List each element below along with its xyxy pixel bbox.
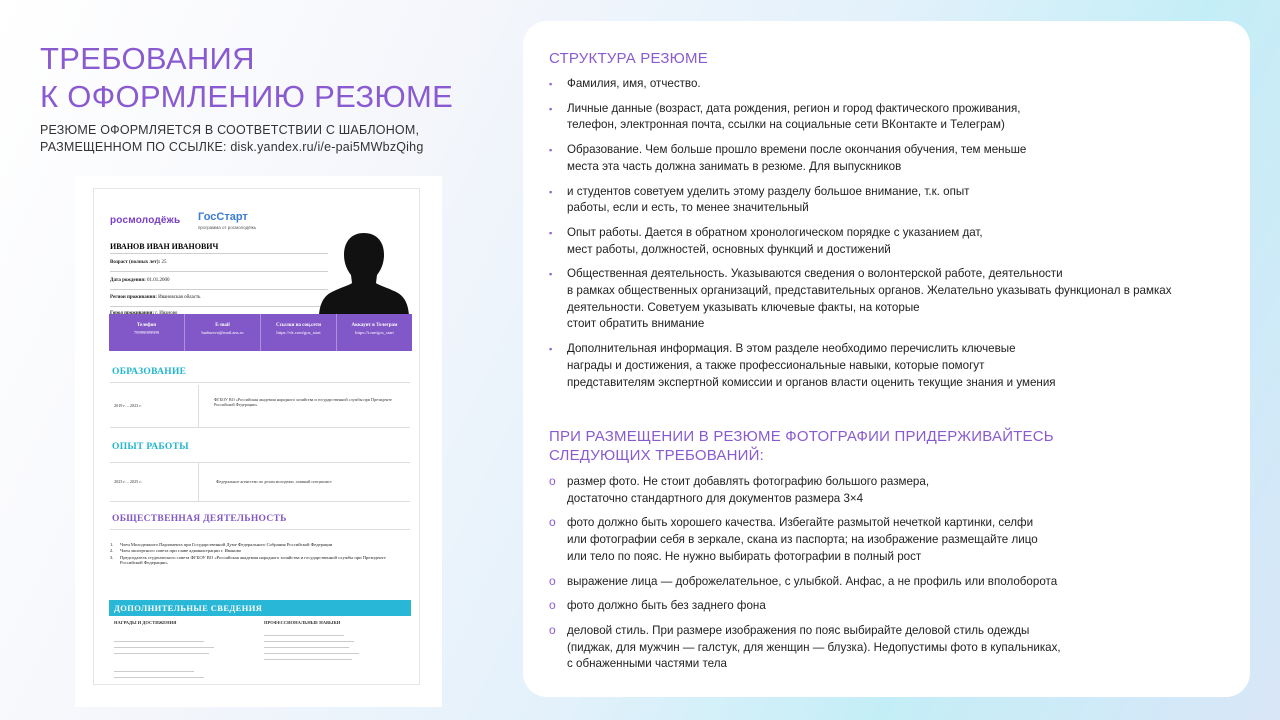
photo-requirements-list [549, 474, 1189, 673]
list-item-text: деловой стиль. При размере изображения по пояс выбирайте деловой стиль одежды [567, 623, 1030, 637]
additional-info-heading: ДОПОЛНИТЕЛЬНЫЕ СВЕДЕНИЯ [114, 603, 263, 613]
list-item-text: фото должно быть хорошего качества. Избегайте размытой нечеткой картинки, селфи [567, 516, 1034, 530]
title-line-1: ТРЕБОВАНИЯ [40, 41, 255, 76]
experience-text: Федеральное агентство по делам молодежи, главный специалист [216, 479, 332, 484]
structure-heading: СТРУКТУРА РЕЗЮМЕ [549, 50, 708, 67]
list-item-text: Опыт работы. Дается в обратном хронологическом порядке с указанием дат, [567, 225, 983, 239]
list-item-text: телефон, электронная почта, ссылки на социальные сети ВКонтакте и Телеграм) [567, 118, 1005, 132]
list-item: 1. Член Молодежного Парламента при Государственной Думе Федерального Собрания Российской Федерации [110, 542, 333, 547]
divider [110, 289, 328, 290]
photo-heading-line-2: СЛЕДУЮЩИХ ТРЕБОВАНИЙ: [549, 447, 764, 464]
education-text: ФГБОУ ВО «Российская академия народного хозяйства и государственной службы при Президенте Российской Федерации» [214, 397, 392, 407]
list-item-text: фото должно быть без заднего фона [567, 599, 766, 613]
experience-box [110, 462, 410, 502]
bullet-icon: ▪ [549, 79, 553, 89]
list-item-text: и студентов советуем уделить этому разделу большое внимание, т.к. опыт [567, 184, 970, 198]
resume-name: ИВАНОВ ИВАН ИВАНОВИЧ [110, 242, 219, 251]
page-title [40, 40, 453, 116]
divider [110, 382, 410, 383]
education-period: 2019 г. – 2023 г. [114, 403, 142, 408]
list-item [549, 341, 1189, 391]
contact-phone: Телефон 79999999999 [109, 314, 185, 351]
list-item-text: Дополнительная информация. В этом разделе необходимо перечислить ключевые [567, 342, 1016, 356]
public-activity-heading: ОБЩЕСТВЕННАЯ ДЕЯТЕЛЬНОСТЬ [112, 514, 287, 524]
field-birthdate: Дата рождения: 01.01.2000 [110, 278, 170, 283]
subtitle-line-1: РЕЗЮМЕ ОФОРМЛЯЕТСЯ В СООТВЕТСТВИИ С ШАБЛОНОМ, [40, 123, 420, 137]
circle-bullet-icon: o [549, 515, 556, 530]
gosstart-logo-subtitle: программа от росмолодёжь [198, 225, 257, 230]
list-item [549, 515, 1189, 565]
list-item-text: стоит обратить внимание [567, 317, 705, 331]
resume-template-preview [75, 176, 442, 707]
list-item [549, 101, 1189, 134]
skills-heading: ПРОФЕССИОНАЛЬНЫЕ НАВЫКИ [264, 620, 341, 625]
structure-list [549, 76, 1189, 391]
list-item [549, 225, 1189, 258]
contact-social: Ссылки на соц.сети https://vk.com/gos_start [261, 314, 337, 351]
bullet-icon: ▪ [549, 145, 553, 156]
list-item: 3. Председатель студенческого совета ФГБОУ ВО «Российская академия народного хозяйства и государственной службы при Президенте Российской Федерации» [110, 554, 386, 566]
list-item [549, 574, 1189, 591]
additional-info-bar [109, 600, 411, 616]
resume-page [93, 188, 420, 685]
education-heading: ОБРАЗОВАНИЕ [112, 367, 187, 377]
subtitle [40, 122, 423, 156]
bullet-icon: ▪ [549, 269, 553, 280]
contact-email: E-mail budsueva@mail.ans.ru [185, 314, 261, 351]
field-age: Возраст (полных лет): 25 [110, 260, 167, 265]
education-box [110, 385, 410, 428]
list-item-text: мест работы, должностей, основных функций и достижений [567, 242, 891, 256]
divider [110, 253, 328, 254]
list-item [549, 266, 1189, 333]
list-item-text: в рамках общественных организаций, представительных органов. Желательно указывать функционал в рамках [567, 284, 1172, 298]
list-item [549, 598, 1189, 615]
list-item-text: места эта часть должна занимать в резюме. Для выпускников [567, 159, 902, 173]
list-item-text: размер фото. Не стоит добавлять фотографию большого размера, [567, 475, 930, 488]
list-item-text: или тело по пояс. Не нужно выбирать фотографии в полный рост [567, 549, 922, 563]
resume-contacts-bar [109, 314, 412, 351]
list-item-text: представителям экспертной комиссии и органов власти оценить текущие знания и умения [567, 375, 1056, 389]
list-item [549, 623, 1189, 673]
public-activity-list [110, 542, 408, 567]
list-item-text: (пиджак, для мужчин — галстук, для женщин — блузка). Недопустимы фото в купальниках, [567, 640, 1061, 654]
list-item-text: Личные данные (возраст, дата рождения, регион и город фактического проживания, [567, 101, 1021, 115]
circle-bullet-icon: o [549, 474, 556, 488]
photo-heading [549, 427, 1054, 465]
list-item-text: Общественная деятельность. Указываются сведения о волонтерской работе, деятельности [567, 267, 1063, 281]
rosmolodezh-logo: росмолодёжь [110, 215, 181, 226]
list-item [549, 142, 1189, 175]
list-item [549, 76, 1189, 93]
bullet-icon: ▪ [549, 103, 553, 114]
bullet-icon: ▪ [549, 344, 553, 355]
list-item-text: деятельности. Советуем указывать ключевые факты, на которые [567, 300, 920, 314]
experience-period: 2023 г. – 2025 г. [114, 479, 142, 484]
title-line-2: К ОФОРМЛЕНИЮ РЕЗЮМЕ [40, 79, 454, 114]
circle-bullet-icon: o [549, 573, 556, 588]
list-item: 2. Член экспертного совета при главе администрации г. Иваново [110, 548, 242, 554]
list-item-text: с обнаженными частями тела [567, 657, 727, 671]
bullet-icon: ▪ [549, 227, 553, 238]
list-item-text: выражение лица — доброжелательное, с улыбкой. Анфас, а не профиль или вполоборота [567, 574, 1058, 588]
avatar-silhouette-icon [316, 225, 412, 325]
divider [110, 271, 328, 272]
subtitle-line-2: РАЗМЕЩЕННОМ ПО ССЫЛКЕ: disk.yandex.ru/i/e-pai5MWbzQihg [40, 140, 424, 154]
experience-heading: ОПЫТ РАБОТЫ [112, 442, 189, 452]
list-item-text: достаточно стандартного для документов размера 3×4 [567, 491, 864, 505]
circle-bullet-icon: o [549, 598, 556, 613]
list-item-text: награды и достижения, а также профессиональные навыки, которые помогут [567, 358, 985, 372]
list-item-text: или фотографии себя в зеркале, скана из паспорта; на изображение размещайте лицо [567, 533, 1038, 547]
gosstart-logo: ГосСтарт [198, 211, 248, 223]
list-item [549, 184, 1189, 217]
field-region: Регион проживания: Ивановская область [110, 295, 201, 300]
list-item-text: работы, если и есть, то менее значительный [567, 201, 809, 215]
circle-bullet-icon: o [549, 622, 556, 637]
divider [110, 306, 328, 307]
contact-telegram: Аккаунт в Телеграм https://t.me/gos_start [351, 323, 398, 335]
list-item-text: Образование. Чем больше прошло времени после окончания обучения, тем меньше [567, 143, 1027, 157]
photo-heading-line-1: ПРИ РАЗМЕЩЕНИИ В РЕЗЮМЕ ФОТОГРАФИИ ПРИДЕРЖИВАЙТЕСЬ [549, 428, 1054, 445]
list-item-text: Фамилия, имя, отчество. [567, 77, 701, 90]
awards-heading: НАГРАДЫ И ДОСТИЖЕНИЯ [114, 620, 177, 625]
bullet-icon: ▪ [549, 186, 553, 197]
divider [110, 529, 410, 530]
list-item [549, 474, 1189, 507]
